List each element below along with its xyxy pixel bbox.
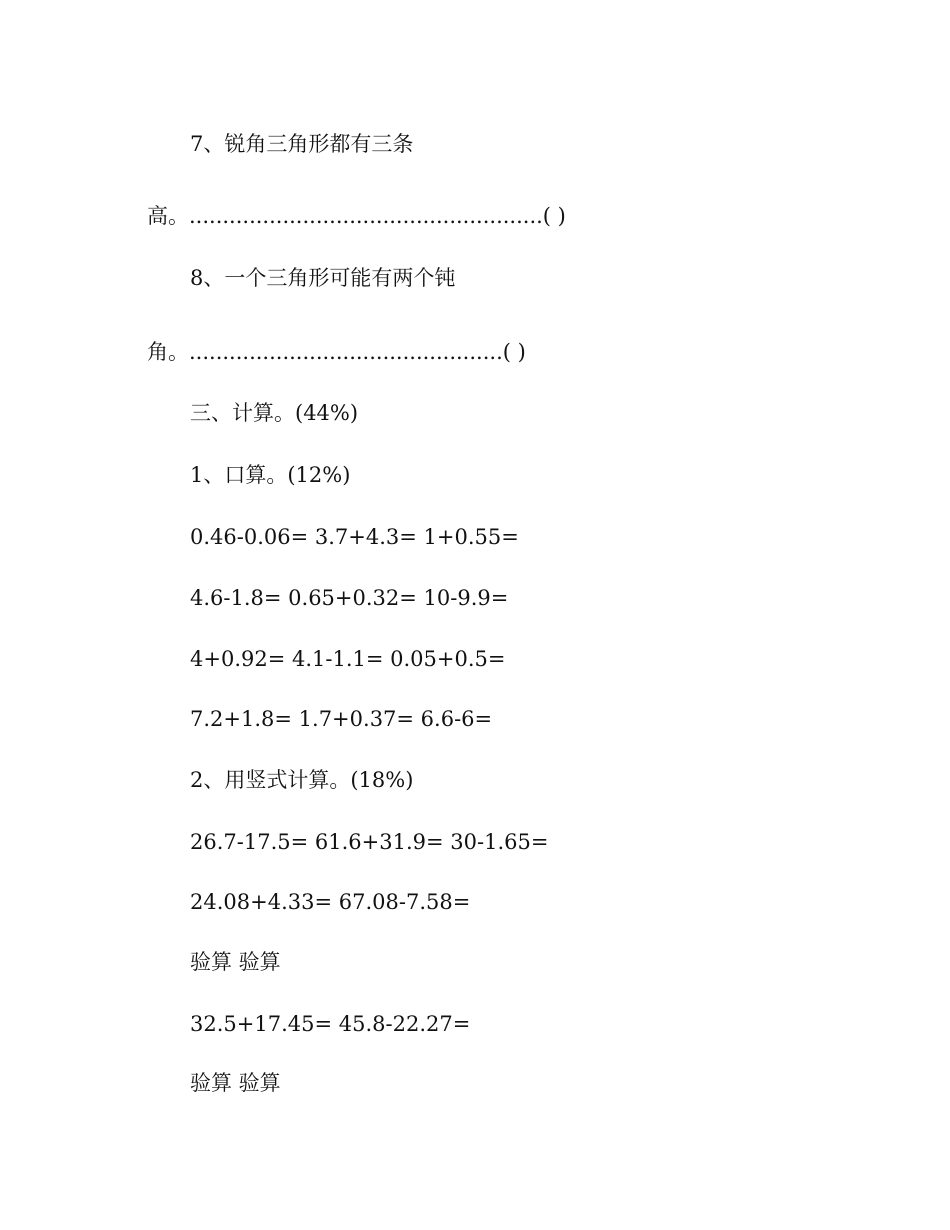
verification-label-row: 验算 验算 [190, 1071, 281, 1095]
oral-calculation-row: 4+0.92= 4.1-1.1= 0.05+0.5= [190, 647, 506, 671]
oral-calculation-row: 7.2+1.8= 1.7+0.37= 6.6-6= [190, 707, 493, 731]
question-7-text: 7、锐角三角形都有三条 [190, 132, 414, 156]
oral-calculation-row: 0.46-0.06= 3.7+4.3= 1+0.55= [190, 525, 519, 549]
oral-calculation-row: 4.6-1.8= 0.65+0.32= 10-9.9= [190, 586, 509, 610]
question-8-text: 8、一个三角形可能有两个钝 [190, 266, 456, 290]
section-3-heading: 三、计算。(44%) [190, 401, 359, 425]
question-7-continuation: 高。.....................................................( ) [147, 204, 566, 228]
question-8-continuation: 角。...............................................( ) [147, 340, 526, 364]
vertical-calculation-row: 32.5+17.45= 45.8-22.27= [190, 1012, 471, 1036]
vertical-calculation-row: 24.08+4.33= 67.08-7.58= [190, 890, 471, 914]
verification-label-row: 验算 验算 [190, 950, 281, 974]
vertical-calculation-row: 26.7-17.5= 61.6+31.9= 30-1.65= [190, 830, 549, 854]
vertical-calculation-heading: 2、用竖式计算。(18%) [190, 768, 414, 792]
oral-calculation-heading: 1、口算。(12%) [190, 463, 351, 487]
